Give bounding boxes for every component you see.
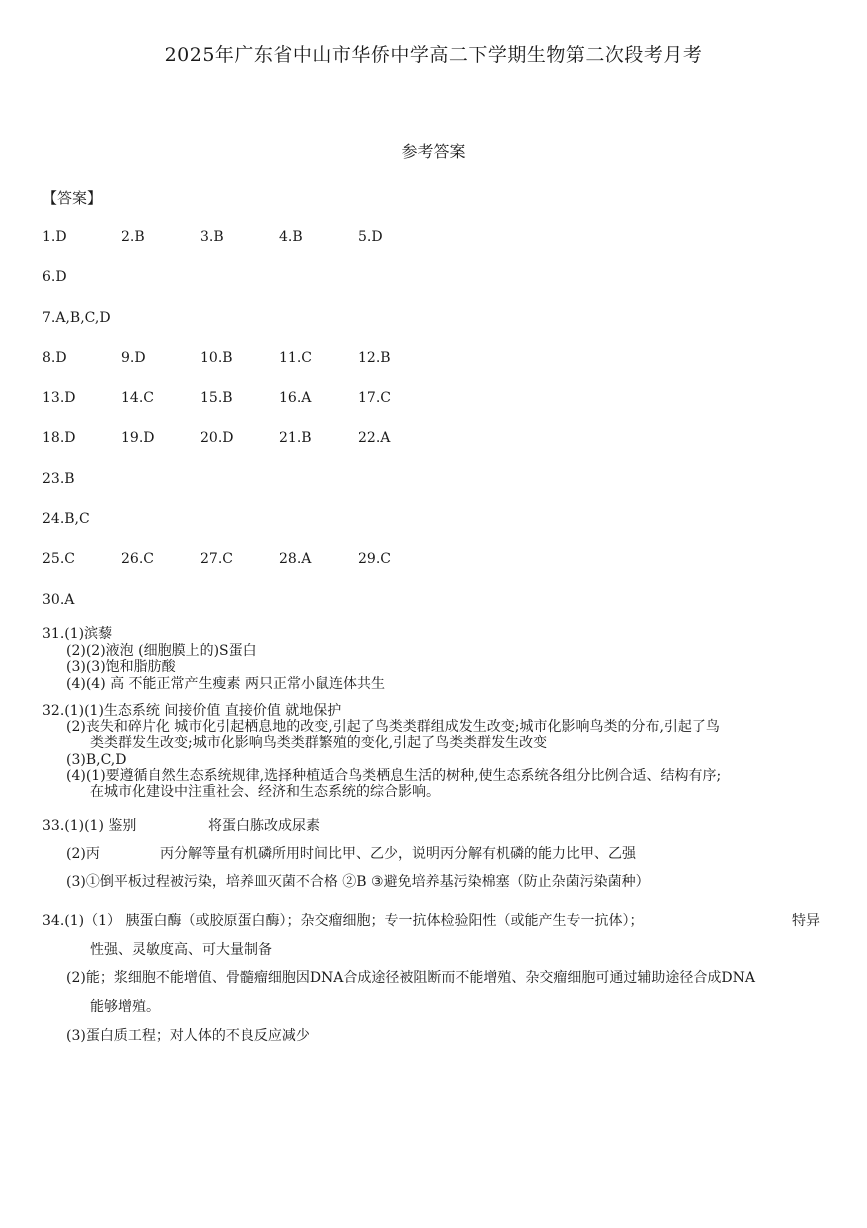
document-title: 2025年广东省中山市华侨中学高二下学期生物第二次段考月考 bbox=[164, 44, 703, 66]
mc-answer: 14.C bbox=[121, 390, 154, 406]
answer-line: (3)蛋白质工程；对人体的不良反应减少 bbox=[66, 1028, 310, 1044]
mc-answer: 22.A bbox=[358, 430, 391, 446]
mc-answer: 7.A,B,C,D bbox=[42, 310, 111, 326]
mc-answer: 27.C bbox=[200, 551, 233, 567]
mc-answer: 16.A bbox=[279, 390, 312, 406]
answer-line: 在城市化建设中注重社会、经济和生态系统的综合影响。 bbox=[90, 784, 440, 800]
mc-answer: 8.D bbox=[42, 350, 67, 366]
mc-answer: 30.A bbox=[42, 592, 75, 608]
mc-answer: 20.D bbox=[200, 430, 234, 446]
answer-line: (3)B,C,D bbox=[66, 752, 127, 768]
answer-line: 特异 bbox=[792, 913, 820, 929]
mc-answer: 17.C bbox=[358, 390, 391, 406]
mc-answer: 23.B bbox=[42, 471, 75, 487]
answer-line: (3)(3)饱和脂肪酸 bbox=[66, 659, 176, 675]
mc-answer: 13.D bbox=[42, 390, 76, 406]
mc-answer: 25.C bbox=[42, 551, 75, 567]
mc-answer: 21.B bbox=[279, 430, 312, 446]
mc-answer: 28.A bbox=[279, 551, 312, 567]
mc-answer: 2.B bbox=[121, 229, 145, 245]
mc-answer: 15.B bbox=[200, 390, 233, 406]
mc-answer: 26.C bbox=[121, 551, 154, 567]
answer-line: 34.(1)（1） 胰蛋白酶（或胶原蛋白酶）；杂交瘤细胞；专一抗体检验阳性（或能产生专一抗体）； bbox=[42, 913, 644, 929]
mc-answer: 12.B bbox=[358, 350, 391, 366]
answer-line: (2)丙 bbox=[66, 846, 100, 862]
mc-answer: 9.D bbox=[121, 350, 146, 366]
mc-answer: 29.C bbox=[358, 551, 391, 567]
section-label: 【答案】 bbox=[42, 189, 103, 207]
document-subtitle: 参考答案 bbox=[401, 142, 466, 161]
mc-answer: 10.B bbox=[200, 350, 233, 366]
mc-answer: 1.D bbox=[42, 229, 67, 245]
answer-line: 能够增殖。 bbox=[90, 999, 160, 1015]
answer-line: 性强、灵敏度高、可大量制备 bbox=[90, 942, 272, 958]
answer-line: 33.(1)(1) 鉴别 bbox=[42, 818, 137, 834]
answer-line: 将蛋白胨改成尿素 bbox=[208, 818, 320, 834]
answer-line: 丙分解等量有机磷所用时间比甲、乙少，说明丙分解有机磷的能力比甲、乙强 bbox=[160, 846, 636, 862]
mc-answer: 5.D bbox=[358, 229, 383, 245]
answer-line: (2)(2)液泡 (细胞膜上的)S蛋白 bbox=[66, 643, 257, 659]
answer-line: (4)(1)要遵循自然生态系统规律,选择种植适合鸟类栖息生活的树种,使生态系统各组分比例合适、结构有序; bbox=[66, 768, 722, 784]
mc-answer: 3.B bbox=[200, 229, 224, 245]
mc-answer: 18.D bbox=[42, 430, 76, 446]
answer-line: 类类群发生改变;城市化影响鸟类类群繁殖的变化,引起了鸟类类群发生改变 bbox=[90, 735, 548, 751]
mc-answer: 24.B,C bbox=[42, 511, 90, 527]
mc-answer: 4.B bbox=[279, 229, 303, 245]
answer-line: (4)(4) 高 不能正常产生瘦素 两只正常小鼠连体共生 bbox=[66, 676, 386, 692]
answer-line: (2)丧失和碎片化 城市化引起栖息地的改变,引起了鸟类类群组成发生改变;城市化影响鸟类的分布,引起了鸟 bbox=[66, 719, 720, 735]
answer-line: (3)①倒平板过程被污染，培养皿灭菌不合格 ②B ③避免培养基污染棉塞（防止杂菌污染菌种） bbox=[66, 874, 650, 890]
answer-line: 32.(1)(1)生态系统 间接价值 直接价值 就地保护 bbox=[42, 703, 342, 719]
mc-answer: 11.C bbox=[279, 350, 312, 366]
mc-answer: 19.D bbox=[121, 430, 155, 446]
answer-line: (2)能；浆细胞不能增值、骨髓瘤细胞因DNA合成途径被阻断而不能增殖、杂交瘤细胞可通过辅助途径合成DNA bbox=[66, 970, 755, 986]
answer-line: 31.(1)滨藜 bbox=[42, 626, 113, 642]
mc-answer: 6.D bbox=[42, 269, 67, 285]
